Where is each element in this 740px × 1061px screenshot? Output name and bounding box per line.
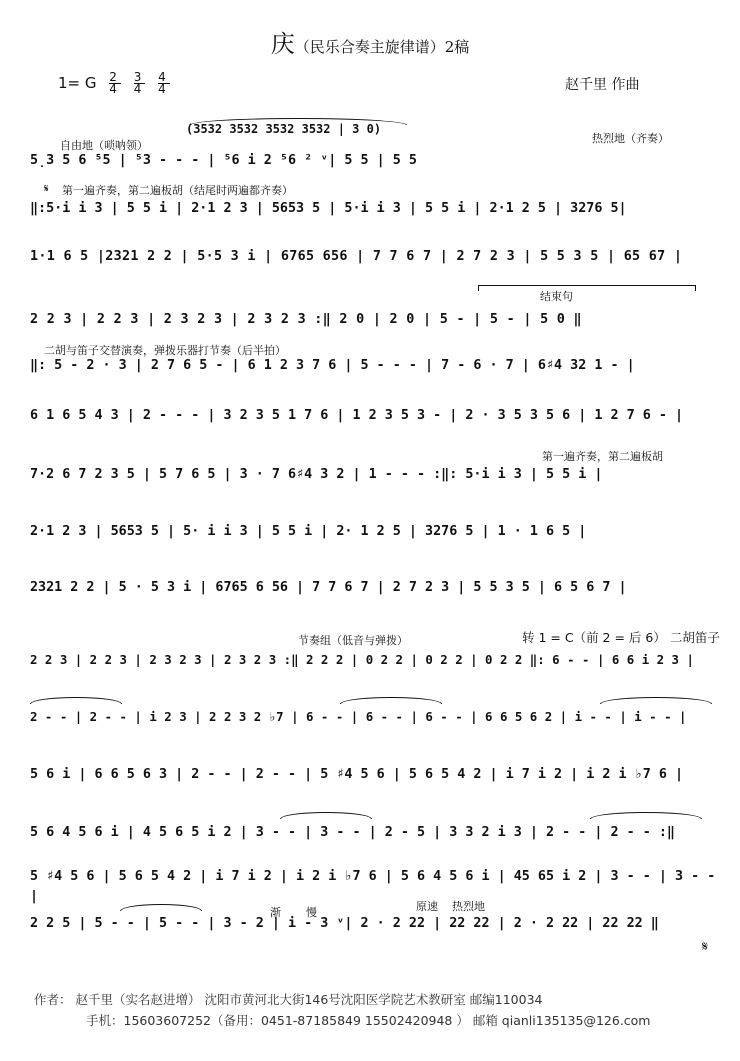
score-row: 1·1 6 5 |2321 2 2 | 5·5 3 i | 6765 656 | 7 7 6 7 | 2 7 2 3 | 5 5 3 5 | 65 67 | — [30, 249, 683, 264]
slur — [30, 697, 122, 704]
annotation-modulation: 转 1 = C（前 2 = 后 6） 二胡笛子 — [522, 630, 720, 645]
slur — [600, 697, 712, 704]
title-main: 庆 — [270, 30, 295, 58]
score-row: 6 1 6 5 4 3 | 2 - - - | 3 2 3 5 1 7 6 | 1 2 3 5 3 - | 2 · 3 5 3 5 6 | 1 2 7 6 - | — [30, 408, 684, 423]
footer-author: 作者： 赵千里（实名赵进增） 沈阳市黄河北大街146号沈阳医学院艺术教研室 邮编110034 — [34, 992, 543, 1007]
composer-credit: 赵千里 作曲 — [565, 77, 640, 93]
ending-bracket — [478, 285, 696, 291]
meter-3-4: $\frac{3}{4}$ — [133, 70, 146, 96]
footer-contact: 手机：15603607252（备用：0451-87185849 15502420948 ） 邮箱 qianli135135@126.com — [86, 1013, 651, 1028]
score-row: 2 - - | 2 - - | i 2 3 | 2 2 3 2 ♭7 | 6 - - | 6 - - | 6 - - | 6 6 5 6 2 | i - - | i - - | — [30, 709, 687, 724]
annotation-free-tempo: 自由地（唢呐领） — [60, 139, 148, 152]
key-signature — [58, 72, 174, 95]
annotation-passionate-tutti: 热烈地（齐奏） — [592, 132, 669, 145]
annotation-ending-phrase: 结束句 — [540, 290, 573, 303]
meter-4-4: $\frac{4}{4}$ — [158, 70, 170, 96]
meter-2-4: $\frac{2}{4}$ — [109, 70, 121, 96]
annotation-passionate: 热烈地 — [452, 900, 485, 913]
annotation-first-pass-2: 第一遍齐奏，第二遍板胡 — [542, 450, 663, 463]
annotation-rhythm-group: 节奏组（低音与弹拨） — [298, 634, 408, 647]
score-row: 7·2 6 7 2 3 5 | 5 7 6 5 | 3 · 7 6♯4 3 2 | 1 - - - :‖: 5·i i 3 | 5 5 i | — [30, 467, 603, 482]
segno-end: 𝄋 — [702, 939, 709, 955]
segno-start: 𝄋 — [44, 182, 49, 195]
annotation-original-tempo: 原速 — [416, 900, 438, 913]
score-row: ‖:5·i i 3 | 5 5 i | 2·1 2 3 | 5653 5 | 5·i i 3 | 5 5 i | 2·1 2 5 | 3276 5| — [30, 201, 627, 216]
annotation-gradual: 渐 — [270, 906, 281, 919]
title-sub: （民乐合奏主旋律谱）2稿 — [294, 38, 470, 56]
score-row: 5 6 4 5 6 i | 4 5 6 5 i 2 | 3 - - | 3 - - | 2 - 5 | 3 3 2 i 3 | 2 - - | 2 - - :‖ — [30, 825, 675, 840]
slur — [280, 812, 372, 819]
score-row: 5̣3 5 6 ⁵5 | ⁵3 - - - | ⁵6 i 2 ⁵6 ² ᵛ| 5 5 | 5 5 — [30, 153, 417, 168]
score-row: 2·1 2 3 | 5653 5 | 5· i i 3 | 5 5 i | 2· 1 2 5 | 3276 5 | 1 · 1 6 5 | — [30, 524, 587, 539]
slur — [120, 904, 202, 911]
score-row: 2321 2 2 | 5 · 5 3 i | 6765 6 56 | 7 7 6 7 | 2 7 2 3 | 5 5 3 5 | 6 5 6 7 | — [30, 580, 627, 595]
score-row: 5 ♯4 5 6 | 5 6 5 4 2 | i 7 i 2 | i 2 i ♭7 6 | 5 6 4 5 6 i | 45 65 i 2 | 3 - - | 3 - - | — [30, 869, 716, 904]
key-label: 1= G — [58, 74, 97, 92]
slur — [590, 812, 702, 819]
annotation-slow: 慢 — [306, 906, 317, 919]
score-row: 2 2 3 | 2 2 3 | 2 3 2 3 | 2 3 2 3 :‖ 2 0 | 2 0 | 5 - | 5 - | 5 0 ‖ — [30, 312, 582, 327]
ornament-group: (3532 3532 3532 3532 | 3 0) — [186, 122, 382, 136]
slur — [340, 697, 442, 704]
score-title — [0, 24, 740, 59]
score-row: 5 6 i | 6 6 5 6 3 | 2 - - | 2 - - | 5 ♯4 5 6 | 5 6 5 4 2 | i 7 i 2 | i 2 i ♭7 6 | — [30, 767, 684, 782]
score-row: 2 2 5 | 5 - - | 5 - - | 3 - 2 | i - 3 ᵛ| 2 · 2 22 | 22 22 | 2 · 2 22 | 22 22 ‖ — [30, 916, 659, 931]
time-signatures — [109, 72, 173, 95]
annotation-erhu-dizi: 二胡与笛子交替演奏，弹拨乐器打节奏（后半拍） — [44, 344, 286, 357]
score-row: 2 2 3 | 2 2 3 | 2 3 2 3 | 2 3 2 3 :‖ 2 2 2 | 0 2 2 | 0 2 2 | 0 2 2 ‖: 6 - - | 6 6 i 2 3 | — [30, 652, 694, 667]
slur-intro — [190, 118, 407, 125]
annotation-first-pass: 第一遍齐奏，第二遍板胡（结尾时两遍都齐奏） — [62, 184, 293, 197]
score-row: ‖: 5 - 2 · 3 | 2 7 6 5 - | 6 1 2 3 7 6 | 5 - - - | 7 - 6 · 7 | 6♯4 32 1 - | — [30, 358, 635, 373]
